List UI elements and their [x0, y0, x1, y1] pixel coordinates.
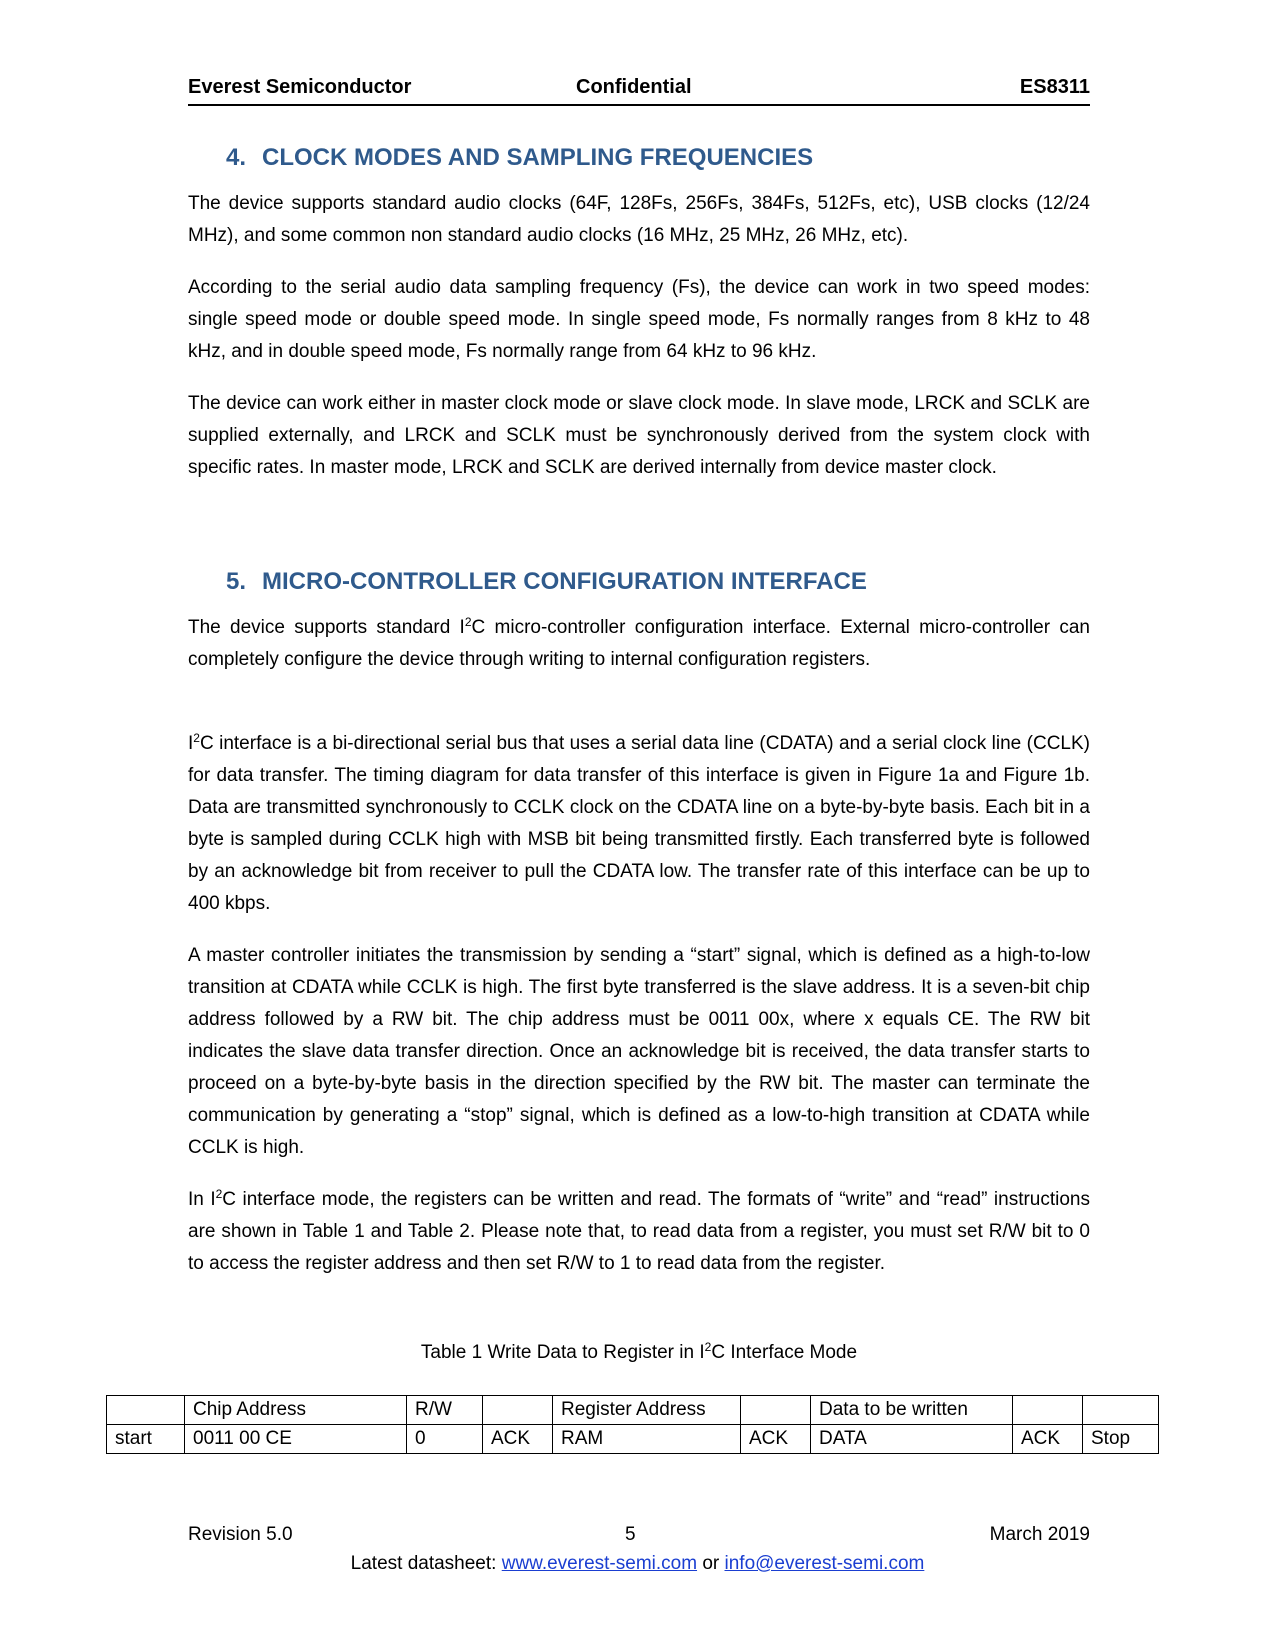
write-register-table — [106, 1395, 1159, 1454]
section-4-number: 4. — [226, 144, 247, 171]
footer-date: March 2019 — [989, 1524, 1090, 1545]
table-cell: Chip Address — [185, 1396, 407, 1425]
table-cell: RAM — [553, 1425, 741, 1454]
footer-page-number: 5 — [625, 1524, 636, 1545]
table-row — [107, 1396, 1159, 1425]
table-cell: R/W — [407, 1396, 483, 1425]
section-5-paragraph-1: The device supports standard $I^2C$ micro-controller configuration interface. External micro-controller can completely configure the device through writing to internal configuration registers. — [188, 615, 1090, 670]
section-5-paragraph-3: A master controller initiates the transmission by sending a “start” signal, which is defined as a high-to-low transition at CDATA while CCLK is high. The first byte transferred is the slave address. It is a seven-bit chip address followed by a RW bit. The chip address must be 0011 00x, where x equals CE. The RW bit indicates the slave data transfer direction. Once an acknowledge bit is received, the data transfer starts to proceed on a byte-by-byte basis in the direction specified by the RW bit. The master can terminate the communication by generating a “stop” signal, which is defined as a low-to-high transition at CDATA while CCLK is high. — [188, 945, 1090, 1158]
header-company: Everest Semiconductor — [188, 76, 412, 98]
footer-or: or — [697, 1553, 725, 1574]
section-5-title: MICRO-CONTROLLER CONFIGURATION INTERFACE — [262, 568, 867, 595]
table-cell: DATA — [811, 1425, 1013, 1454]
section-5-number: 5. — [226, 568, 247, 595]
table-cell — [1013, 1396, 1083, 1425]
table-cell — [107, 1396, 185, 1425]
footer-latest-prefix: Latest datasheet: — [350, 1553, 502, 1574]
section-4-paragraph-1: The device supports standard audio clocks (64F, 128Fs, 256Fs, 384Fs, 512Fs, etc), USB clocks (12/24 MHz), and some common non standard audio clocks (16 MHz, 25 MHz, 26 MHz, etc). — [188, 193, 1090, 246]
table-cell — [483, 1396, 553, 1425]
table-cell: 0 — [407, 1425, 483, 1454]
section-4-heading — [226, 144, 813, 172]
section-4-title: CLOCK MODES AND SAMPLING FREQUENCIES — [262, 144, 814, 171]
header-part-number: ES8311 — [1019, 76, 1090, 98]
footer-revision: Revision 5.0 — [188, 1524, 293, 1545]
section-4-paragraph-3: The device can work either in master clock mode or slave clock mode. In slave mode, LRCK and SCLK are supplied externally, and LRCK and SCLK must be synchronously derived from the system clock with specific rates. In master mode, LRCK and SCLK are derived internally from device master clock. — [188, 393, 1090, 478]
section-5-paragraph-4: In $I^2C$ interface mode, the registers can be written and read. The formats of “write” and “read” instructions are shown in Table 1 and Table 2. Please note that, to read data from a register, you must set R/W bit to 0 to access the register address and then set R/W to 1 to read data from the register. — [188, 1187, 1090, 1274]
table-cell: start — [107, 1425, 185, 1454]
table-cell: Stop — [1083, 1425, 1159, 1454]
table-cell: 0011 00 CE — [185, 1425, 407, 1454]
page-footer — [188, 1524, 1090, 1552]
table-cell: Data to be written — [811, 1396, 1013, 1425]
email-link[interactable]: info@everest-semi.com — [724, 1553, 925, 1574]
footer-contact-line — [0, 1553, 1275, 1575]
table-cell: ACK — [483, 1425, 553, 1454]
section-5-paragraph-2: $I^2C$ interface is a bi-directional serial bus that uses a serial data line (CDATA) and a serial clock line (CCLK) for data transfer. The timing diagram for data transfer of this interface is given in Figure 1a and Figure 1b. Data are transmitted synchronously to CCLK clock on the CDATA line on a byte-by-byte basis. Each bit in a byte is sampled during CCLK high with MSB bit being transmitted firstly. Each transferred byte is followed by an acknowledge bit from receiver to pull the CDATA low. The transfer rate of this interface can be up to 400 kbps. — [188, 731, 1090, 914]
section-4-paragraph-2: According to the serial audio data sampling frequency (Fs), the device can work in two speed modes: single speed mode or double speed mode. In single speed mode, Fs normally ranges from 8 kHz to 48 kHz, and in double speed mode, Fs normally range from 64 kHz to 96 kHz. — [188, 277, 1090, 362]
table-cell — [741, 1396, 811, 1425]
page-header — [188, 76, 1090, 106]
table-cell — [1083, 1396, 1159, 1425]
table-cell: Register Address — [553, 1396, 741, 1425]
table-cell: ACK — [741, 1425, 811, 1454]
table-1-caption: Table 1 Write Data to Register in $I^2C$ Interface Mode — [420, 1340, 858, 1363]
table-cell: ACK — [1013, 1425, 1083, 1454]
table-row — [107, 1425, 1159, 1454]
header-classification: Confidential — [576, 76, 692, 98]
section-5-heading — [226, 568, 867, 596]
website-link[interactable]: www.everest-semi.com — [501, 1553, 698, 1574]
